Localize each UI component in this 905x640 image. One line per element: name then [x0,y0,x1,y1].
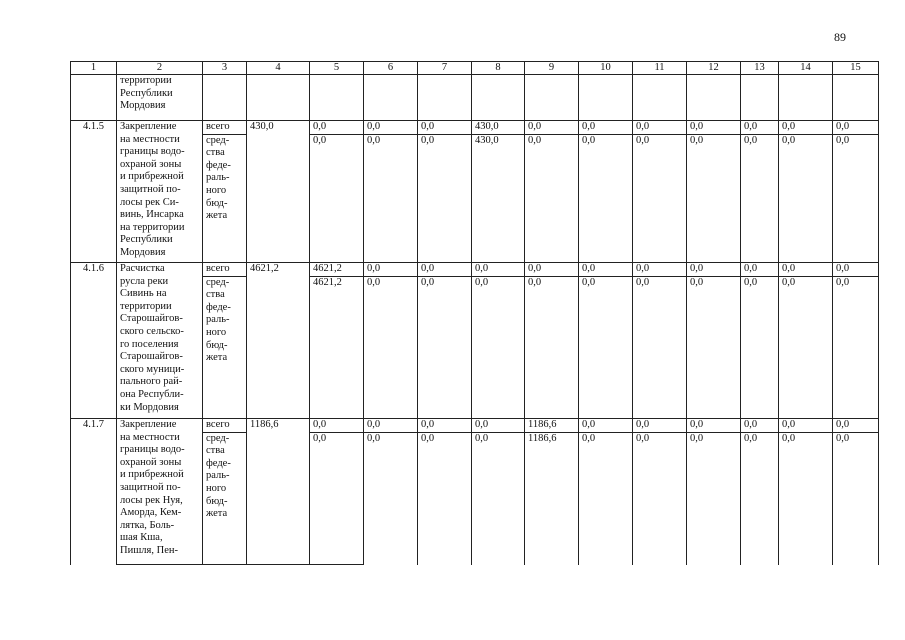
value-cell [741,121,779,263]
item-name-line: защитной по- [120,183,181,195]
value-cell [779,75,833,121]
budget-table [70,61,879,565]
value-cell [364,263,418,419]
funding-source-line: феде- [206,301,231,313]
value-total: 0,0 [310,121,363,135]
funding-source-line: сред- [206,276,230,288]
value-federal: 0,0 [421,134,435,146]
value-federal: 0,0 [782,276,796,288]
value-federal: 0,0 [367,432,381,444]
item-name-line: Старошайгов- [120,313,183,325]
item-name-line: Закрепление [120,419,177,430]
value-total: 0,0 [833,419,878,433]
table-row [71,121,879,263]
item-name-line: на местности [120,431,180,443]
item-name-line: Республики [120,234,173,246]
value-federal: 0,0 [636,432,650,444]
item-name-line: Сивинь на [120,288,167,300]
value-total: 0,0 [310,419,363,433]
header-cell: 6 [364,62,418,75]
item-name-line: пального рай- [120,376,183,388]
value-total: 0,0 [779,121,832,135]
value-cell [833,263,879,419]
value-federal: 0,0 [782,432,796,444]
value-cell [633,419,687,565]
funding-source-line: всего [203,419,246,433]
item-name-line: и прибрежной [120,469,184,481]
funding-source-line: жета [206,508,228,520]
value-cell [687,75,741,121]
header-row [71,62,879,75]
item-name-line: ского сельско- [120,325,184,337]
value-total: 0,0 [633,419,686,433]
value-total: 0,0 [633,263,686,277]
value-cell [418,419,472,565]
value-total: 0,0 [741,419,778,433]
value-cell [310,263,364,419]
value-cell [687,419,741,565]
funding-source-line: ного [206,482,227,494]
value-cell [741,263,779,419]
header-cell: 15 [833,62,879,75]
value-cell [525,263,579,419]
funding-source-line: ства [206,147,225,159]
value-cell [579,121,633,263]
value-total: 0,0 [687,263,740,277]
funding-source-line: раль- [206,314,230,326]
funding-source-line: жета [206,352,228,364]
item-name-line: границы водо- [120,146,185,158]
item-number: 4.1.6 [71,263,117,419]
funding-source [203,75,247,121]
value-federal: 0,0 [367,276,381,288]
funding-source-line: феде- [206,159,231,171]
value-total: 0,0 [364,121,417,135]
item-number [71,75,117,121]
value-federal: 0,0 [690,276,704,288]
value-federal: 0,0 [744,432,758,444]
value-cell [833,121,879,263]
value-total: 0,0 [418,419,471,433]
value-cell [472,121,525,263]
value-cell [525,419,579,565]
funding-source-line: ства [206,445,225,457]
value-federal: 0,0 [421,432,435,444]
item-name-line: охраной зоны [120,456,182,468]
funding-source [203,419,247,565]
item-name-line: Аморда, Кем- [120,507,182,519]
value-total: 0,0 [833,263,878,277]
funding-source-line: бюд- [206,197,228,209]
item-name-line: лятка, Боль- [120,519,175,531]
item-name [117,121,203,263]
item-name [117,263,203,419]
value-total: 0,0 [833,121,878,135]
value-total: 0,0 [418,121,471,135]
value-total: 0,0 [633,121,686,135]
value-total: 0,0 [779,263,832,277]
value-federal: 0,0 [367,134,381,146]
value-federal: 0,0 [582,276,596,288]
funding-source-line: раль- [206,172,230,184]
header-cell: 10 [579,62,633,75]
value-federal: 0,0 [836,276,850,288]
funding-source [203,263,247,419]
funding-source-line: бюд- [206,495,228,507]
table-row [71,263,879,419]
value-cell [579,75,633,121]
value-total: 0,0 [472,263,524,277]
value-federal: 0,0 [313,432,327,444]
funding-source-line: всего [203,263,246,277]
header-cell: 2 [117,62,203,75]
value-cell [472,263,525,419]
value-cell [687,121,741,263]
value-federal: 0,0 [528,134,542,146]
item-name-line: ки Мордовия [120,401,179,413]
header-cell: 14 [779,62,833,75]
header-cell: 12 [687,62,741,75]
value-federal: 0,0 [475,432,489,444]
value-federal: 0,0 [744,276,758,288]
value-cell [633,75,687,121]
item-name-line: лосы рек Нуя, [120,494,183,506]
item-name [117,419,203,565]
value-cell [310,121,364,263]
value-federal: 0,0 [636,276,650,288]
value-federal: 1186,6 [528,432,557,444]
value-total: 4621,2 [310,263,363,277]
value-total: 0,0 [741,121,778,135]
table-row [71,419,879,565]
header-cell: 7 [418,62,472,75]
value-total: 0,0 [741,263,778,277]
value-cell [418,263,472,419]
value-cell [310,419,364,565]
item-name-line: и прибрежной [120,171,184,183]
item-name-line: на территории [120,221,185,233]
item-name-line: она Республи- [120,388,184,400]
value-cell [687,263,741,419]
item-name-line: Старошайгов- [120,351,183,363]
item-name-line: Закрепление [120,121,177,132]
funding-source-line: ного [206,326,227,338]
value-cell [779,121,833,263]
value-cell [472,419,525,565]
value-federal: 0,0 [582,432,596,444]
value-cell [418,75,472,121]
value-cell [779,419,833,565]
total-cell: 4621,2 [247,263,310,419]
value-cell [364,75,418,121]
value-total: 0,0 [525,263,578,277]
value-federal: 0,0 [836,432,850,444]
value-cell [364,121,418,263]
value-total: 0,0 [579,121,632,135]
header-cell: 5 [310,62,364,75]
header-cell: 9 [525,62,579,75]
value-federal: 0,0 [528,276,542,288]
value-total: 0,0 [525,121,578,135]
item-number: 4.1.7 [71,419,117,565]
value-cell [525,121,579,263]
value-cell [579,419,633,565]
header-cell: 13 [741,62,779,75]
item-name-line: защитной по- [120,481,181,493]
value-federal: 0,0 [836,134,850,146]
total-cell: 430,0 [247,121,310,263]
value-cell [779,263,833,419]
value-total: 430,0 [472,121,524,135]
funding-source-line: ства [206,289,225,301]
item-name-line: территории [120,300,172,312]
header-cell: 1 [71,62,117,75]
value-federal: 0,0 [744,134,758,146]
item-name-line: Мордовия [120,246,166,258]
item-name-line: Республики [120,87,173,99]
item-name-line: территории [120,75,172,86]
value-total: 1186,6 [525,419,578,433]
value-cell [633,263,687,419]
funding-source-line: сред- [206,134,230,146]
value-federal: 430,0 [475,134,499,146]
table-row [71,75,879,121]
value-total: 0,0 [472,419,524,433]
funding-source-line: феде- [206,457,231,469]
funding-source-line: жета [206,210,228,222]
item-name-line: Пишля, Пен- [120,544,178,556]
total-cell: 1186,6 [247,419,310,565]
value-cell [472,75,525,121]
item-name-line: Мордовия [120,100,166,112]
item-name [117,75,203,121]
funding-source [203,121,247,263]
header-cell: 11 [633,62,687,75]
value-federal: 0,0 [782,134,796,146]
value-cell [579,263,633,419]
item-number: 4.1.5 [71,121,117,263]
item-name-line: винь, Инсарка [120,209,184,221]
value-total: 0,0 [418,263,471,277]
item-name-line: ского муници- [120,363,185,375]
funding-source-line: сред- [206,432,230,444]
item-name-line: охраной зоны [120,158,182,170]
value-federal: 4621,2 [313,276,342,288]
funding-source-line: бюд- [206,339,228,351]
value-federal: 0,0 [636,134,650,146]
value-cell [833,419,879,565]
header-cell: 3 [203,62,247,75]
value-total: 0,0 [779,419,832,433]
item-name-line: шая Кша, [120,532,163,544]
value-total: 0,0 [364,419,417,433]
item-name-line: русла реки [120,275,169,287]
total-cell [247,75,310,121]
value-federal: 0,0 [421,276,435,288]
value-cell [741,419,779,565]
value-federal: 0,0 [313,134,327,146]
item-name-line: го поселения [120,338,179,350]
item-name-line: лосы рек Си- [120,196,179,208]
value-cell [741,75,779,121]
item-name-line: на местности [120,133,180,145]
header-cell: 4 [247,62,310,75]
value-cell [525,75,579,121]
value-cell [310,75,364,121]
funding-source-line: ного [206,184,227,196]
page-number: 89 [834,30,846,44]
value-federal: 0,0 [690,432,704,444]
item-name-line: границы водо- [120,444,185,456]
value-total: 0,0 [687,419,740,433]
value-federal: 0,0 [582,134,596,146]
value-total: 0,0 [687,121,740,135]
value-cell [364,419,418,565]
value-total: 0,0 [579,263,632,277]
header-cell: 8 [472,62,525,75]
value-total: 0,0 [579,419,632,433]
value-cell [833,75,879,121]
value-federal: 0,0 [690,134,704,146]
value-cell [418,121,472,263]
item-name-line: Расчистка [120,263,165,274]
funding-source-line: всего [203,121,246,135]
value-cell [633,121,687,263]
funding-source-line: раль- [206,470,230,482]
value-federal: 0,0 [475,276,489,288]
value-total: 0,0 [364,263,417,277]
